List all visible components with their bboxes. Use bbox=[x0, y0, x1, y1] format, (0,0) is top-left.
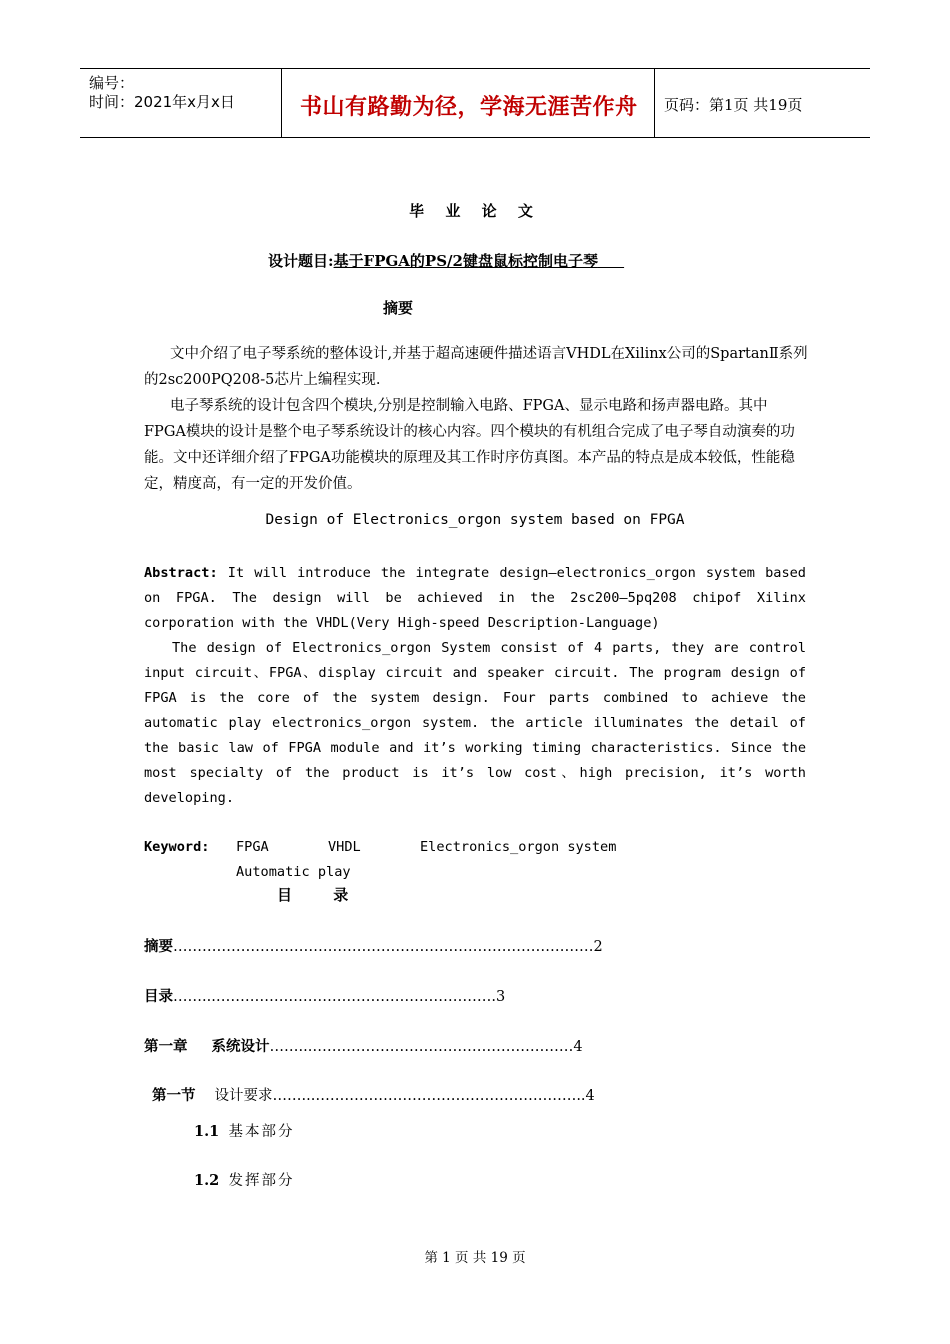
toc-title: 设计要求 bbox=[214, 1088, 273, 1104]
toc-page: 4 bbox=[585, 1088, 595, 1104]
abstract-cn-paragraph-2: 电子琴系统的设计包含四个模块,分别是控制输入电路、FPGA、显示电路和扬声器电路。其中FPGA模块的设计是整个电子琴系统设计的核心内容。四个模块的有机组合完成了电子琴自动演奏的功能。文中还详细介绍了FPGA功能模块的原理及其工作时序仿真图。本产品的特点是成本较低，性能稳定，精度高，有一定的开发价值。 bbox=[144, 398, 795, 492]
english-title: Design of Electronics_orgon system based on FPGA bbox=[265, 512, 685, 528]
toc-entry-sub1[interactable] bbox=[194, 1120, 294, 1141]
keyword-item: VHDL bbox=[328, 839, 361, 855]
abstract-en-paragraph-1 bbox=[144, 561, 806, 636]
design-topic bbox=[268, 250, 624, 271]
topic-label: 设计题目: bbox=[268, 252, 334, 270]
toc-label: 第一节 bbox=[152, 1087, 196, 1104]
toc-dots: ……...……………………………………………… bbox=[269, 1039, 574, 1055]
toc-dots: ……...…………………………………………………. bbox=[173, 989, 496, 1005]
topic-text: 基于FPGA的PS/2键盘鼠标控制电子琴 bbox=[333, 252, 598, 270]
toc-dots: …………………………………………………………………………… bbox=[173, 939, 594, 955]
toc-entry-section1[interactable] bbox=[152, 1084, 595, 1105]
doc-time-label: 时间：2021年x月x日 bbox=[89, 93, 235, 111]
abstract-en-label: Abstract: bbox=[144, 565, 218, 581]
header-page-cell bbox=[655, 69, 870, 137]
toc-title: 发挥部分 bbox=[228, 1173, 295, 1189]
toc-entry-abstract[interactable] bbox=[144, 935, 603, 956]
toc-page: 2 bbox=[593, 939, 603, 955]
toc-title: 系统设计 bbox=[211, 1038, 270, 1055]
page-header bbox=[80, 68, 870, 138]
toc-dots: ……...……………………………………………….. bbox=[272, 1088, 586, 1104]
toc-entry-contents[interactable] bbox=[144, 985, 505, 1006]
thesis-title: 毕 业 论 文 bbox=[409, 202, 541, 220]
abstract-en-paragraph-2: The design of Electronics_orgon System consist of 4 parts, they are control input circuit、FPGA、display circuit and speaker circuit. The program design of FPGA is the core of the system design. Four parts combined to achieve the automatic play electronics_orgon system. the article illuminates the detail of the basic law of FPGA module and it’s working timing characteristics. Since the most specialty of the product is it’s low cost、high precision, it’s worth developing. bbox=[144, 640, 806, 806]
page-footer: 第 1 页 共 19 页 bbox=[424, 1250, 526, 1266]
keyword-item: Electronics_orgon system bbox=[420, 839, 617, 855]
toc-entry-chapter1[interactable] bbox=[144, 1035, 583, 1056]
keyword-item: Automatic play bbox=[236, 864, 351, 880]
toc-page: 3 bbox=[495, 989, 506, 1005]
doc-number-label: 编号： bbox=[89, 74, 135, 92]
abstract-heading: 摘要 bbox=[383, 299, 414, 317]
abstract-en-text-1: It will introduce the integrate design—electronics_orgon system based on FPGA. The design will be achieved in the 2sc200—5pq208 chipof Xilinx corporation with the VHDL(Very High-speed Description-Language) bbox=[144, 565, 806, 631]
page-code: 页码：第1页 共19页 bbox=[664, 96, 803, 114]
keywords-label: Keyword: bbox=[144, 839, 210, 855]
toc-heading: 目 录 bbox=[277, 886, 367, 904]
toc-title: 基本部分 bbox=[228, 1124, 295, 1140]
toc-entry-sub2[interactable] bbox=[194, 1169, 294, 1190]
toc-page: 4 bbox=[573, 1039, 583, 1055]
keyword-item: FPGA bbox=[236, 839, 269, 855]
toc-label: 第一章 bbox=[144, 1038, 188, 1055]
toc-num: 1.2 bbox=[194, 1172, 220, 1189]
toc-label: 摘要 bbox=[144, 938, 173, 955]
toc-label: 目录 bbox=[144, 988, 173, 1005]
motto-text: 书山有路勤为径，学海无涯苦作舟 bbox=[300, 95, 638, 120]
abstract-cn-paragraph-1: 文中介绍了电子琴系统的整体设计,并基于超高速硬件描述语言VHDL在Xilinx公司的SpartanⅡ系列的2sc200PQ208-5芯片上编程实现. bbox=[144, 346, 808, 388]
header-motto-cell bbox=[281, 69, 655, 137]
header-info-cell bbox=[80, 69, 280, 137]
toc-num: 1.1 bbox=[194, 1123, 220, 1140]
